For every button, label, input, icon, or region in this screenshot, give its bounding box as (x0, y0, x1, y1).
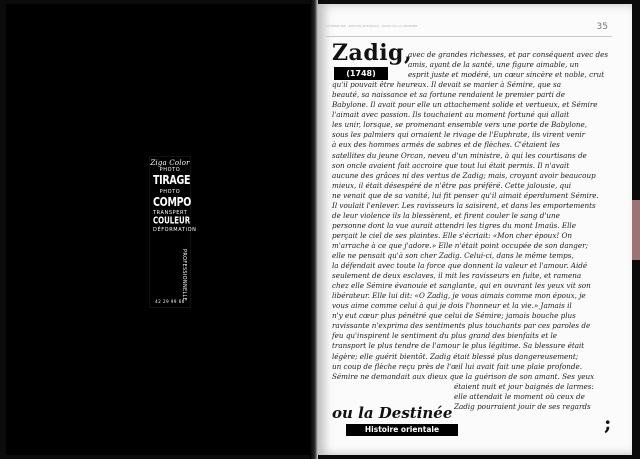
advertisement (149, 156, 197, 308)
body-line: feu qu'inspirent le sentiment du plus grand des bienfaits et le (332, 331, 558, 341)
ad-text: COULEUR (153, 215, 191, 227)
ad-phone: 42 29 99 66 (155, 299, 185, 304)
final-punctuation: ; (604, 411, 612, 435)
book-gutter (310, 0, 318, 459)
body-line: esprit juste et modéré, un cœur sincère et noble, crut (408, 70, 605, 80)
body-line: personne dont la vue aurait attendri les tigres du mont Imaüs. Elle (332, 220, 576, 230)
body-line: libérateur. Elle lui dit: «O Zadig, je vous aimais comme mon époux, je (332, 291, 586, 301)
body-line: transport le plus tendre de l'amour le plus légitime. Sa blessure était (332, 341, 585, 351)
ad-logo: Ziga Color (150, 159, 190, 167)
page-title: Zadig, (332, 40, 413, 66)
body-line: ravissante n'exprima des sentiments plus touchants par ces paroles de (332, 321, 591, 331)
body-line: chez elle Sémire évanouie et sanglante, qui en ouvrant les yeux vit son (332, 281, 591, 291)
body-line: beauté, sa naissance et sa fortune rendaient le premier parti de (332, 90, 566, 100)
body-line: à eux des hommes armés de sabres et de flèches. C'étaient les (332, 140, 560, 150)
body-line: mieux, il était désespéré de n'être pas préféré. Cette jalousie, qui (332, 180, 572, 190)
body-line: seulement de deux esclaves, il mit les ravisseurs en fuite, et ramena (332, 271, 582, 281)
year-badge: (1748) (334, 67, 388, 80)
body-line: Sémire ne demandait aux dieux que la guérison de son amant. Ses yeux (332, 371, 595, 381)
body-line: ne venait que de sa vanité, lui fit penser qu'il aimait éperdument Sémire. (332, 190, 599, 200)
body-line: elle attendait le moment où ceux de (454, 391, 585, 401)
body-line: son oncle avaient fait accroire que tout lui était permis. Il n'avait (332, 160, 570, 170)
ad-text: TIRAGE (153, 172, 191, 188)
page-edge (632, 200, 640, 260)
body-line: satellites du jeune Orcan, neveu d'un ministre, à qui les courtisans de (332, 150, 587, 160)
body-line: vous aime comme celui à qui je dois l'honneur et la vie.» Jamais il (332, 301, 572, 311)
body-line: n'y eut cœur plus pénétré que celui de Sémire; jamais bouche plus (332, 311, 576, 321)
body-line: un coup de flèche reçu près de l'œil lui avait fait une plaie profonde. (332, 361, 583, 371)
body-line: m'arrache à ce que j'adore.» Elle n'était point occupée de son danger; (332, 240, 589, 250)
ad-text: PHOTO (159, 188, 181, 195)
body-line: de leur violence ils la blessèrent, et firent couler le sang d'une (332, 210, 560, 220)
ad-vertical-text: PROFESSIONNELLE (181, 249, 187, 302)
body-line: amis, ayant de la santé, une figure aimable, un (408, 60, 579, 70)
body-line: perçait le ciel de ses plaintes. Elle s'écriait: «Mon cher époux! On (332, 230, 573, 240)
genre-badge: Histoire orientale (346, 424, 458, 436)
page-number: 35 (596, 22, 608, 32)
ad-text: TRANSPERT (153, 210, 188, 216)
left-page (6, 4, 310, 455)
body-line: les unir, lorsque, se promenant ensemble vers une porte de Babylone, (332, 120, 588, 130)
body-line: légère; elle guérit bientôt. Zadig était blessé plus dangereusement; (332, 351, 579, 361)
ad-text: COMPO (153, 194, 192, 210)
body-line: Zadig pourraient jouir de ses regards (454, 401, 591, 411)
body-line: aucune des grâces ni des vertus de Zadig; mais, croyant avoir beaucoup (332, 170, 596, 180)
body-line: l'aimait avec passion. Ils touchaient au moment fortuné qui allait (332, 110, 570, 120)
right-page (318, 4, 632, 455)
body-line: qu'il pouvait être heureux. Il devait se marier à Sémire, que sa (332, 80, 562, 90)
body-line: avec de grandes richesses, et par conséquent avec des (408, 50, 609, 59)
subtitle: ou la Destinée (332, 404, 453, 422)
running-header: LITTÉRATURE · ÉDITION INTÉGRALE · ZADIG OU LA DESTINÉE (326, 24, 418, 28)
divider (326, 36, 612, 37)
body-line: étaient nuit et jour baignés de larmes: (454, 381, 594, 391)
body-line: sous les palmiers qui ornaient le rivage de l'Euphrate, ils virent venir (332, 130, 586, 140)
body-line: la défendait avec toute la force que donnent la valeur et l'amour. Aidé (332, 261, 588, 271)
ad-text: DÉFORMATION (153, 227, 197, 233)
body-line: elle ne pensait qu'à son cher Zadig. Celui-ci, dans le même temps, (332, 251, 574, 260)
body-line: Babylone. Il avait pour elle un attachement solide et vertueux, et Sémire (332, 100, 598, 110)
ad-text: PHOTO (159, 167, 181, 173)
body-line: Il voulait l'enlever. Les ravisseurs la saisirent, et dans les emportements (332, 200, 596, 210)
